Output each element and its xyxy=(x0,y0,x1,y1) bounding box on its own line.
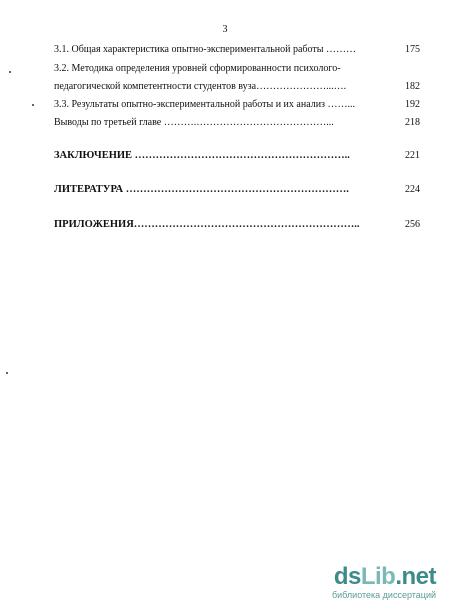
dslib-subtitle: библиотека диссертаций xyxy=(331,590,436,600)
toc-entry-title: 3.2. Методика определения уровней сформированности психолого- xyxy=(54,63,341,74)
toc-entry-page: 224 xyxy=(405,184,420,195)
page-number: 3 xyxy=(222,24,228,35)
toc-entry-title: педагогической компетентности студентов вуза…………………...…. xyxy=(54,81,347,92)
toc-entry-title: 3.1. Общая характеристика опытно-экспериментальной работы ……… xyxy=(54,44,356,55)
toc-entry-page: 221 xyxy=(405,150,420,161)
dslib-logo: dsLib.net xyxy=(333,563,436,590)
toc-entry-page: 182 xyxy=(405,81,420,92)
toc-entry-title: Выводы по третьей главе ……….…………………………………... xyxy=(54,117,334,128)
toc-entry-page: 218 xyxy=(405,117,420,128)
toc-entry-title: 3.3. Результаты опытно-экспериментальной работы и их анализ ……... xyxy=(54,99,356,110)
toc-entry-page: 175 xyxy=(405,44,420,55)
dslib-watermark xyxy=(316,564,436,608)
scan-speck xyxy=(9,71,11,73)
toc-entry-page: 192 xyxy=(405,99,420,110)
scan-speck xyxy=(32,104,34,106)
scan-speck xyxy=(6,372,8,374)
toc-entry-title: ЛИТЕРАТУРА ………………………………………………………. xyxy=(54,184,349,195)
toc-entry-title: ЗАКЛЮЧЕНИЕ …………………………………………………….. xyxy=(54,150,350,161)
toc-entry-title: ПРИЛОЖЕНИЯ……………………………………………………….. xyxy=(54,219,360,230)
toc-entry-page: 256 xyxy=(405,219,420,230)
